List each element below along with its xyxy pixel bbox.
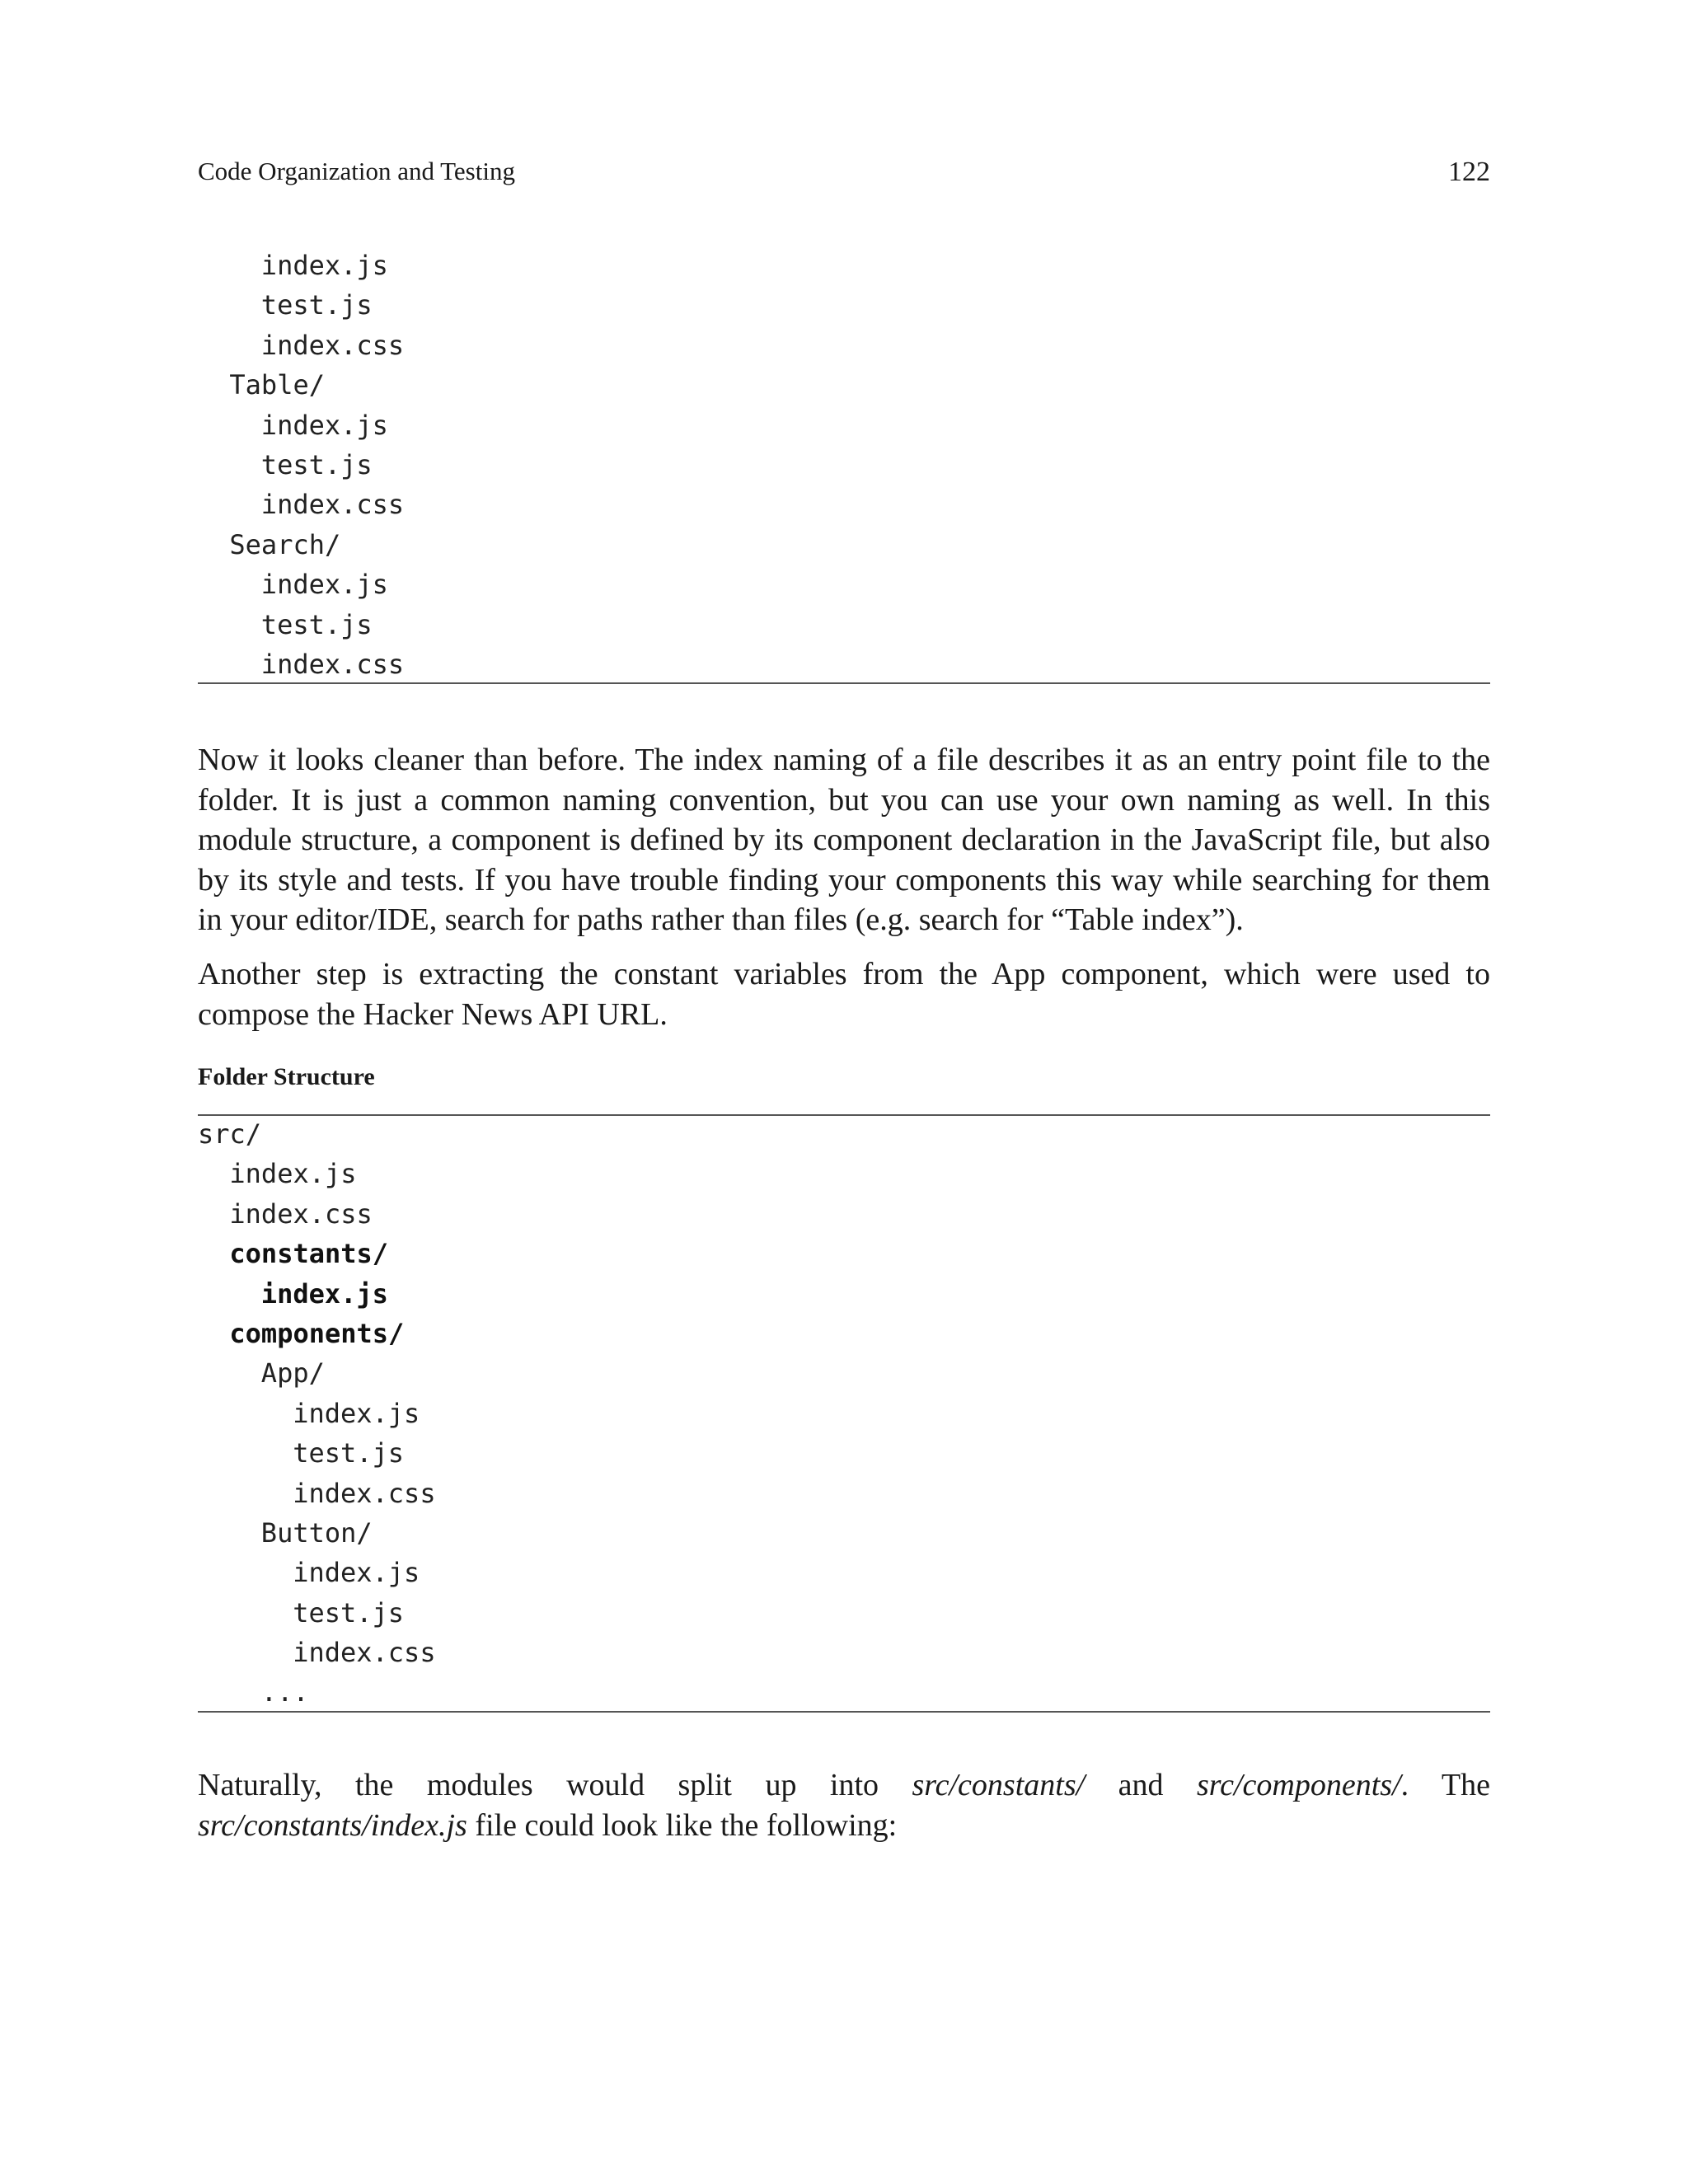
paragraph-modules-split [198, 1765, 1490, 1845]
code-line: index.js [260, 250, 388, 281]
code-line: src/ [198, 1118, 262, 1150]
code-line: components/ [229, 1317, 405, 1349]
code-line: index.js [260, 409, 388, 441]
code-line: index.js [293, 1397, 420, 1429]
running-header [198, 157, 1490, 190]
listing-caption: Folder Structure [198, 1063, 375, 1090]
code-line: index.css [260, 329, 405, 361]
page-number: 122 [1448, 157, 1490, 187]
paragraph-text: Now it looks cleaner than before. The index naming of a file describes it as an entry point file to the folder. It is just a common naming convention, but you can use your own naming as well. In this module structure, a component is defined by its component declaration in the JavaScript file, but also by its style and tests. If you have trouble finding your components this way while searching for them in your editor/IDE, search for paths rather than files (e.g. search for “Table index”). [198, 743, 1490, 937]
chapter-title: Code Organization and Testing [198, 157, 515, 185]
code-line: App/ [260, 1357, 325, 1390]
code-line: index.css [229, 1197, 373, 1230]
listing-bottom-rule [198, 1711, 1490, 1713]
paragraph-text: Naturally, the modules would split up into [198, 1768, 912, 1802]
code-line: index.css [260, 489, 405, 521]
code-line: test.js [260, 289, 373, 321]
paragraph-text: file could look like the following: [467, 1807, 898, 1843]
paragraph-text: . The [1400, 1768, 1490, 1802]
code-line: index.css [293, 1477, 436, 1509]
code-line: test.js [260, 608, 373, 640]
code-line: test.js [293, 1596, 405, 1629]
paragraph-index-naming [198, 740, 1490, 940]
code-line: index.js [260, 569, 388, 601]
code-line: Button/ [260, 1516, 373, 1549]
code-line: index.css [293, 1637, 436, 1669]
code-line: index.css [260, 648, 405, 680]
listing-bottom-rule [198, 682, 1490, 684]
paragraph-text: and [1085, 1768, 1197, 1802]
code-line: index.js [229, 1158, 357, 1190]
path-constants: src/constants/ [912, 1768, 1085, 1802]
code-line: Table/ [229, 369, 325, 401]
path-components: src/components/ [1196, 1768, 1401, 1802]
code-line: test.js [293, 1437, 405, 1469]
code-line: ... [260, 1676, 309, 1708]
code-line: index.js [293, 1557, 420, 1589]
code-line: test.js [260, 448, 373, 480]
code-listing-top [198, 246, 1490, 684]
path-constants-index: src/constants/index.js [198, 1807, 467, 1843]
paragraph-text: Another step is extracting the constant variables from the App component, which were used to compose the Hacker News API URL. [198, 957, 1490, 1032]
code-listing-folder-structure [198, 1114, 1490, 1713]
book-page [198, 0, 1490, 2184]
paragraph-extract-constants [198, 954, 1490, 1034]
code-line: index.js [260, 1277, 388, 1310]
code-line: Search/ [229, 528, 341, 560]
code-line: constants/ [229, 1238, 389, 1270]
